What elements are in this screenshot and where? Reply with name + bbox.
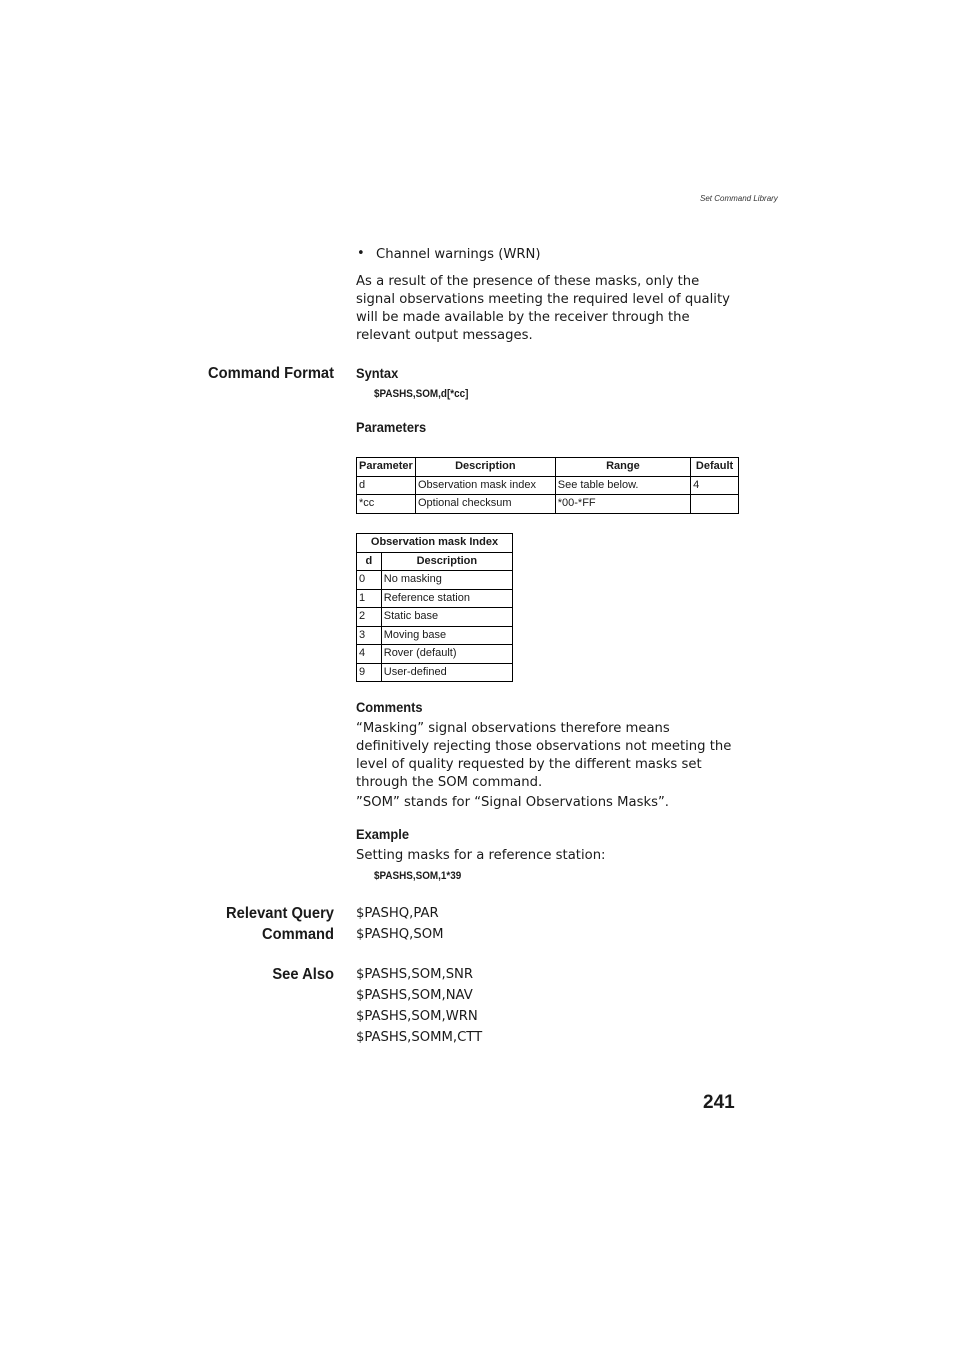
see-also-item: $PASHS,SOM,WRN bbox=[356, 1009, 478, 1024]
table-cell: 1 bbox=[357, 589, 382, 608]
table-header-row bbox=[357, 458, 739, 477]
parameters-heading: Parameters bbox=[356, 419, 427, 435]
see-also-item: $PASHS,SOM,SNR bbox=[356, 967, 474, 982]
table-cell: User-defined bbox=[381, 663, 512, 682]
table-row bbox=[357, 608, 513, 627]
table-cell: Reference station bbox=[381, 589, 512, 608]
table-row bbox=[357, 495, 739, 514]
section-relevant-query: Relevant Query bbox=[226, 905, 334, 922]
column-header: d bbox=[357, 552, 382, 571]
see-also-item: $PASHS,SOMM,CTT bbox=[356, 1030, 483, 1045]
table-row bbox=[357, 626, 513, 645]
column-header: Parameter bbox=[357, 458, 416, 477]
comments-heading: Comments bbox=[356, 699, 423, 715]
table-header-row bbox=[357, 552, 513, 571]
query-item: $PASHQ,PAR bbox=[356, 906, 439, 921]
table-cell: See table below. bbox=[555, 476, 690, 495]
see-also-item: $PASHS,SOM,NAV bbox=[356, 988, 473, 1003]
bullet-icon: • bbox=[357, 246, 365, 261]
table-row bbox=[357, 571, 513, 590]
table-row bbox=[357, 663, 513, 682]
table-cell: 0 bbox=[357, 571, 382, 590]
parameters-table bbox=[356, 457, 739, 514]
column-header: Default bbox=[691, 458, 739, 477]
table-row bbox=[357, 476, 739, 495]
table-cell: Moving base bbox=[381, 626, 512, 645]
column-header: Description bbox=[415, 458, 555, 477]
syntax-code: $PASHS,SOM,d[*cc] bbox=[374, 388, 469, 400]
section-command-format: Command Format bbox=[208, 365, 334, 382]
table-cell: 3 bbox=[357, 626, 382, 645]
table-cell bbox=[691, 495, 739, 514]
running-header: Set Command Library bbox=[700, 194, 778, 203]
intro-paragraph: As a result of the presence of these masks, only the signal observations meeting the required level of quality will be made available by the receiver through the relevant output messages. bbox=[356, 274, 730, 343]
page-number: 241 bbox=[703, 1092, 735, 1113]
table-cell: 4 bbox=[357, 645, 382, 664]
table-cell: 9 bbox=[357, 663, 382, 682]
table-cell: *00-*FF bbox=[555, 495, 690, 514]
table-cell: 2 bbox=[357, 608, 382, 627]
table-cell: Optional checksum bbox=[415, 495, 555, 514]
syntax-heading: Syntax bbox=[356, 365, 399, 381]
query-item: $PASHQ,SOM bbox=[356, 927, 444, 942]
column-header: Range bbox=[555, 458, 690, 477]
table-cell: 4 bbox=[691, 476, 739, 495]
section-see-also: See Also bbox=[272, 966, 334, 983]
section-relevant-query-cont: Command bbox=[262, 926, 334, 943]
example-code: $PASHS,SOM,1*39 bbox=[374, 870, 462, 882]
table-cell: Rover (default) bbox=[381, 645, 512, 664]
comments-paragraph: “Masking” signal observations therefore means definitively rejecting those observations not meeting the level of quality requested by the different masks set through the SOM command. bbox=[356, 721, 732, 790]
table-cell: Observation mask index bbox=[415, 476, 555, 495]
comments-note: ”SOM” stands for “Signal Observations Masks”. bbox=[356, 795, 669, 810]
column-header: Description bbox=[381, 552, 512, 571]
mask-index-table bbox=[356, 533, 513, 682]
table-title-row bbox=[357, 534, 513, 553]
example-heading: Example bbox=[356, 826, 409, 842]
table-row bbox=[357, 589, 513, 608]
table-cell: *cc bbox=[357, 495, 416, 514]
table-cell: Static base bbox=[381, 608, 512, 627]
bullet-item: Channel warnings (WRN) bbox=[376, 247, 541, 262]
example-text: Setting masks for a reference station: bbox=[356, 848, 606, 863]
table-cell: No masking bbox=[381, 571, 512, 590]
table-cell: d bbox=[357, 476, 416, 495]
table-row bbox=[357, 645, 513, 664]
table-title: Observation mask Index bbox=[357, 534, 513, 553]
